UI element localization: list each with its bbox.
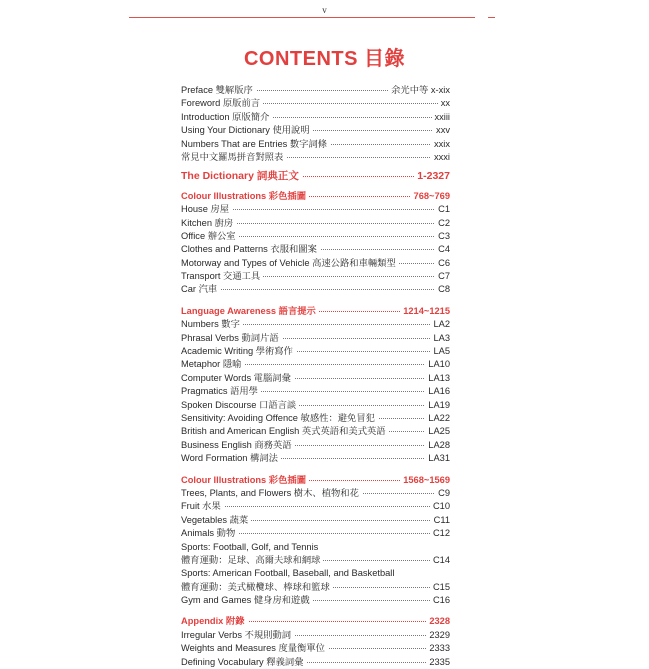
- toc-entry-label: Gym and Games 健身房和遊戲: [181, 594, 313, 607]
- toc-entry-page: 2335: [426, 656, 450, 669]
- toc-entry[interactable]: [181, 656, 450, 669]
- table-of-contents: [181, 84, 450, 669]
- toc-entry[interactable]: [181, 170, 450, 183]
- toc-entry-page: C4: [435, 243, 450, 256]
- toc-entry-label: Fruit 水果: [181, 500, 224, 513]
- toc-entry-page: 2328: [426, 615, 450, 628]
- toc-entry[interactable]: [181, 594, 450, 607]
- toc-entry[interactable]: [181, 243, 450, 256]
- toc-entry[interactable]: [181, 487, 450, 500]
- toc-entry-page: LA10: [425, 358, 450, 371]
- toc-entry[interactable]: [181, 318, 450, 331]
- toc-entry-page: LA2: [430, 318, 450, 331]
- toc-entry[interactable]: [181, 257, 450, 270]
- toc-entry[interactable]: [181, 124, 450, 137]
- header-rule-right: [488, 17, 495, 18]
- toc-entry-label: Word Formation 構詞法: [181, 452, 281, 465]
- toc-entry-label: 體育運動：足球、高爾夫球和網球: [181, 554, 323, 567]
- toc-entry[interactable]: [181, 581, 450, 594]
- toc-entry-page: C6: [435, 257, 450, 270]
- toc-entry[interactable]: [181, 305, 450, 318]
- toc-entry-label: Colour Illustrations 彩色插圖: [181, 190, 309, 203]
- dot-leader: [181, 288, 450, 290]
- toc-entry-label: Pragmatics 語用學: [181, 385, 261, 398]
- toc-entry[interactable]: [181, 412, 450, 425]
- toc-entry-page: 1-2327: [414, 170, 450, 183]
- toc-entry-page: C12: [430, 527, 450, 540]
- toc-entry[interactable]: [181, 283, 450, 296]
- toc-entry[interactable]: [181, 500, 450, 513]
- toc-entry[interactable]: [181, 439, 450, 452]
- toc-entry-label: Motorway and Types of Vehicle 高速公路和車輛類型: [181, 257, 399, 270]
- toc-entry-label: Kitchen 廚房: [181, 217, 236, 230]
- toc-entry-label: Using Your Dictionary 使用說明: [181, 124, 313, 137]
- toc-entry-page: 768~769: [411, 190, 450, 203]
- toc-entry[interactable]: [181, 151, 450, 164]
- toc-entry-page: xxxi: [431, 151, 450, 164]
- toc-entry-label: Irregular Verbs 不規則動詞: [181, 629, 294, 642]
- toc-entry-label: Metaphor 隱喻: [181, 358, 244, 371]
- toc-entry-page: C16: [430, 594, 450, 607]
- toc-entry[interactable]: [181, 111, 450, 124]
- toc-entry-page: LA28: [425, 439, 450, 452]
- toc-entry-page: LA19: [425, 399, 450, 412]
- toc-entry[interactable]: [181, 399, 450, 412]
- toc-entry[interactable]: [181, 474, 450, 487]
- toc-entry[interactable]: [181, 230, 450, 243]
- toc-entry-label: Office 辦公室: [181, 230, 239, 243]
- toc-entry-label: Numbers That are Entries 數字詞條: [181, 138, 330, 151]
- toc-entry-label: Computer Words 電腦詞彙: [181, 372, 294, 385]
- toc-entry[interactable]: [181, 385, 450, 398]
- toc-entry-page: 1214~1215: [400, 305, 450, 318]
- toc-entry-label: Transport 交通工具: [181, 270, 263, 283]
- toc-entry[interactable]: [181, 217, 450, 230]
- toc-entry-page: LA5: [430, 345, 450, 358]
- toc-entry[interactable]: [181, 554, 450, 567]
- toc-entry-page: 2329: [426, 629, 450, 642]
- toc-entry[interactable]: [181, 372, 450, 385]
- toc-entry-label: Foreword 原版前言: [181, 97, 263, 110]
- toc-entry-label: Academic Writing 學術寫作: [181, 345, 296, 358]
- toc-entry-label: Language Awareness 語言提示: [181, 305, 319, 318]
- contents-title: [0, 42, 649, 71]
- toc-entry-page: LA3: [430, 332, 450, 345]
- toc-entry-label: Colour Illustrations 彩色插圖: [181, 474, 309, 487]
- toc-entry[interactable]: [181, 332, 450, 345]
- toc-entry-label: Numbers 數字: [181, 318, 243, 331]
- toc-entry-page: C10: [430, 500, 450, 513]
- toc-entry[interactable]: [181, 270, 450, 283]
- toc-entry-label: Animals 動物: [181, 527, 238, 540]
- toc-entry-label: Defining Vocabulary 釋義詞彙: [181, 656, 306, 669]
- toc-entry-label: Sports: Football, Golf, and Tennis: [181, 541, 321, 554]
- toc-entry-label: British and American English 英式英語和美式英語: [181, 425, 389, 438]
- toc-entry[interactable]: [181, 190, 450, 203]
- toc-entry-label: Vegetables 蔬菜: [181, 514, 251, 527]
- toc-entry-label: Trees, Plants, and Flowers 樹木、植物和花: [181, 487, 362, 500]
- toc-entry[interactable]: [181, 138, 450, 151]
- toc-entry[interactable]: [181, 514, 450, 527]
- toc-entry-page: xxix: [431, 138, 450, 151]
- toc-entry[interactable]: [181, 358, 450, 371]
- toc-entry[interactable]: [181, 615, 450, 628]
- toc-entry[interactable]: [181, 527, 450, 540]
- toc-entry-label: Spoken Discourse 口語言談: [181, 399, 299, 412]
- toc-entry-label: Phrasal Verbs 動詞片語: [181, 332, 282, 345]
- toc-entry-page: C11: [431, 514, 450, 527]
- toc-entry[interactable]: [181, 345, 450, 358]
- toc-entry-label: Weights and Measures 度量衡單位: [181, 642, 328, 655]
- toc-entry-label: Business English 商務英語: [181, 439, 295, 452]
- toc-entry-label: Introduction 原版簡介: [181, 111, 272, 124]
- toc-entry[interactable]: [181, 97, 450, 110]
- toc-entry-page: C9: [435, 487, 450, 500]
- toc-entry-page: LA13: [425, 372, 450, 385]
- header-rule-left: [129, 17, 475, 18]
- toc-entry-label: Clothes and Patterns 衣服和圖案: [181, 243, 320, 256]
- toc-entry-page: LA22: [425, 412, 450, 425]
- toc-entry-page: C2: [435, 217, 450, 230]
- toc-entry[interactable]: [181, 203, 450, 216]
- toc-entry-page: C15: [430, 581, 450, 594]
- toc-entry[interactable]: [181, 452, 450, 465]
- toc-entry[interactable]: [181, 541, 450, 554]
- toc-entry-label: Sensitivity: Avoiding Offence 敏感性：避免冒犯: [181, 412, 378, 425]
- toc-entry[interactable]: [181, 84, 450, 97]
- toc-entry-page: LA31: [425, 452, 450, 465]
- toc-entry-page: xxiii: [432, 111, 451, 124]
- toc-entry-page: LA25: [425, 425, 450, 438]
- toc-entry[interactable]: [181, 425, 450, 438]
- toc-entry-page: C7: [435, 270, 450, 283]
- contents-title-text: CONTENTS 目錄: [243, 48, 406, 70]
- toc-entry-page: LA16: [425, 385, 450, 398]
- toc-entry-page: 1568~1569: [400, 474, 450, 487]
- toc-entry-page: C3: [435, 230, 450, 243]
- toc-entry-page: C1: [435, 203, 450, 216]
- toc-entry-label: 體育運動：美式橄欖球、棒球和籃球: [181, 581, 333, 594]
- toc-entry-page: xx: [438, 97, 450, 110]
- toc-entry-label: House 房屋: [181, 203, 232, 216]
- toc-entry-label: Appendix 附錄: [181, 615, 248, 628]
- toc-entry-label: Car 汽車: [181, 283, 220, 296]
- toc-entry-label: Preface 雙解版序: [181, 84, 256, 97]
- toc-entry-page: xxv: [433, 124, 450, 137]
- toc-entry[interactable]: [181, 567, 450, 580]
- toc-entry-page: 2333: [426, 642, 450, 655]
- toc-entry-label: The Dictionary 詞典正文: [181, 170, 302, 183]
- toc-entry-page: C14: [430, 554, 450, 567]
- toc-entry-label: 常見中文羅馬拼音對照表: [181, 151, 286, 164]
- toc-entry-page: C8: [435, 283, 450, 296]
- toc-entry-page: 余光中等 x-xix: [388, 84, 450, 97]
- page-number: v: [322, 5, 327, 15]
- toc-entry[interactable]: [181, 629, 450, 642]
- toc-entry-label: Sports: American Football, Baseball, and Basketball: [181, 567, 397, 580]
